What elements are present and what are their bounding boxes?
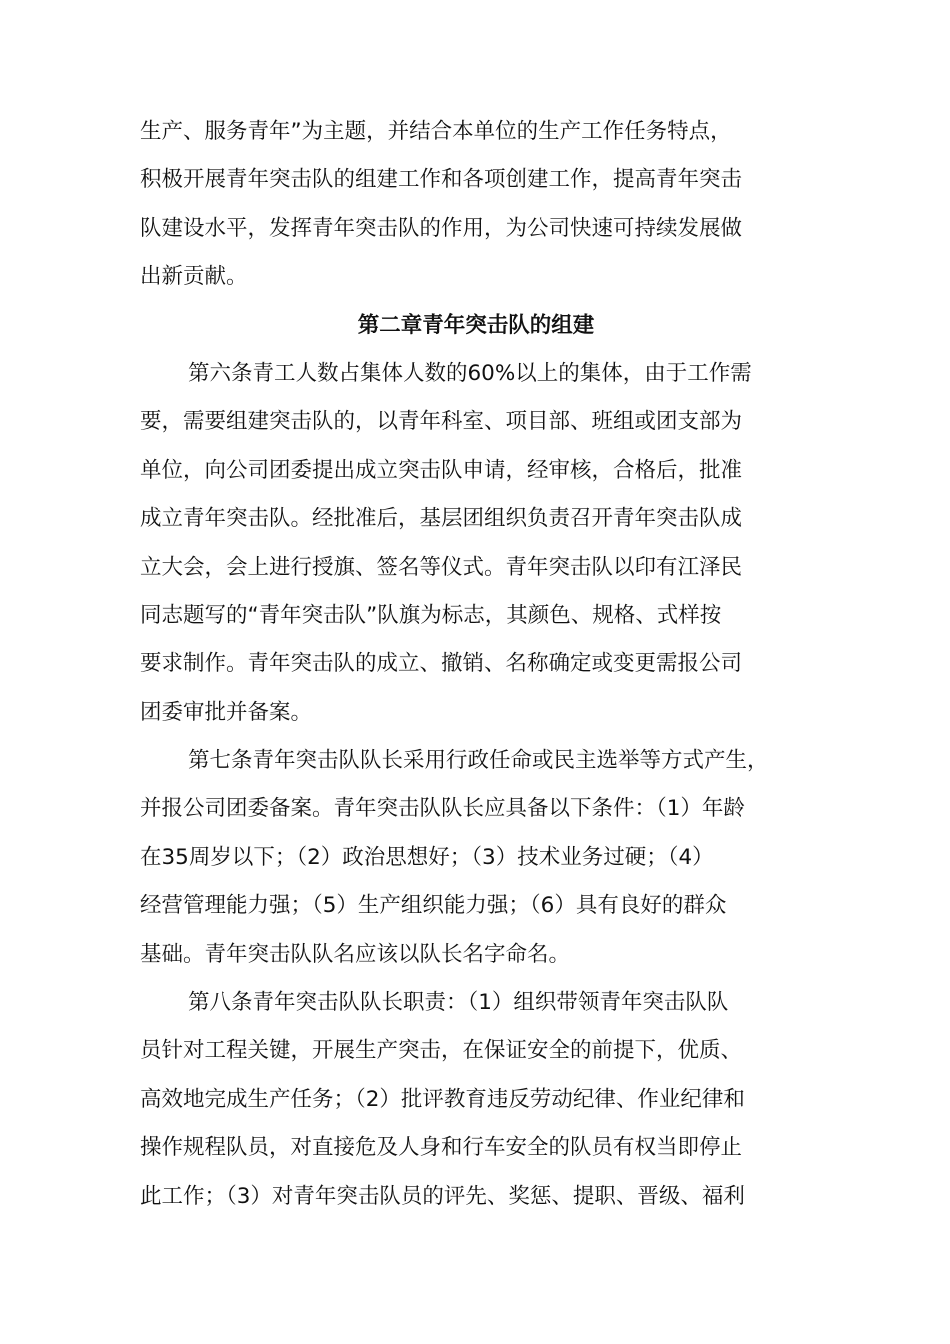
text-line: 基础。青年突击队队名应该以队长名字命名。 [140, 941, 571, 967]
text-line: 第七条青年突击队队长采用行政任命或民主选举等方式产生， [188, 748, 769, 774]
text-line: 团委审批并备案。 [140, 699, 313, 725]
text-line: 成立青年突击队。经批准后，基层团组织负责召开青年突击队成 [140, 506, 743, 532]
text-line: 此工作；（3）对青年突击队员的评先、奖惩、提职、晋级、福利 [140, 1183, 745, 1209]
text-line: 出新贡献。 [140, 264, 248, 290]
text-line: 积极开展青年突击队的组建工作和各项创建工作，提高青年突击 [140, 167, 743, 193]
text-line: 第八条青年突击队队长职责：（1）组织带领青年突击队队 [188, 990, 729, 1016]
text-line: 生产、服务青年”为主题，并结合本单位的生产工作任务特点， [140, 119, 732, 144]
text-line: 高效地完成生产任务；（2）批评教育违反劳动纪律、作业纪律和 [140, 1086, 745, 1112]
text-line: 员针对工程关键，开展生产突击，在保证安全的前提下，优质、 [140, 1038, 743, 1064]
text-line: 操作规程队员，对直接危及人身和行车安全的队员有权当即停止 [140, 1135, 743, 1161]
article-8-paragraph [140, 979, 812, 1221]
chapter-heading: 第二章青年突击队的组建 [357, 312, 595, 338]
text-line: 立大会，会上进行授旗、签名等仪式。青年突击队以印有江泽民 [140, 554, 743, 580]
text-line: 经营管理能力强；（5）生产组织能力强；（6）具有良好的群众 [140, 893, 727, 919]
text-line: 并报公司团委备案。青年突击队队长应具备以下条件：（1）年龄 [140, 796, 745, 822]
text-line: 在35周岁以下；（2）政治思想好；（3）技术业务过硬；（4） [140, 844, 714, 870]
text-line: 同志题写的“青年突击队”队旗为标志，其颜色、规格、式样按 [140, 602, 722, 628]
text-line: 第六条青工人数占集体人数的60%以上的集体，由于工作需 [188, 360, 752, 386]
text-line: 要，需要组建突击队的，以青年科室、项目部、班组或团支部为 [140, 409, 743, 435]
text-line: 单位，向公司团委提出成立突击队申请，经审核，合格后，批准 [140, 457, 743, 483]
text-line: 要求制作。青年突击队的成立、撤销、名称确定或变更需报公司 [140, 651, 743, 677]
article-7-paragraph [140, 737, 812, 979]
document-body [140, 108, 812, 1221]
article-6-paragraph [140, 350, 812, 737]
text-line: 队建设水平，发挥青年突击队的作用，为公司快速可持续发展做 [140, 215, 743, 241]
intro-paragraph [140, 108, 812, 302]
